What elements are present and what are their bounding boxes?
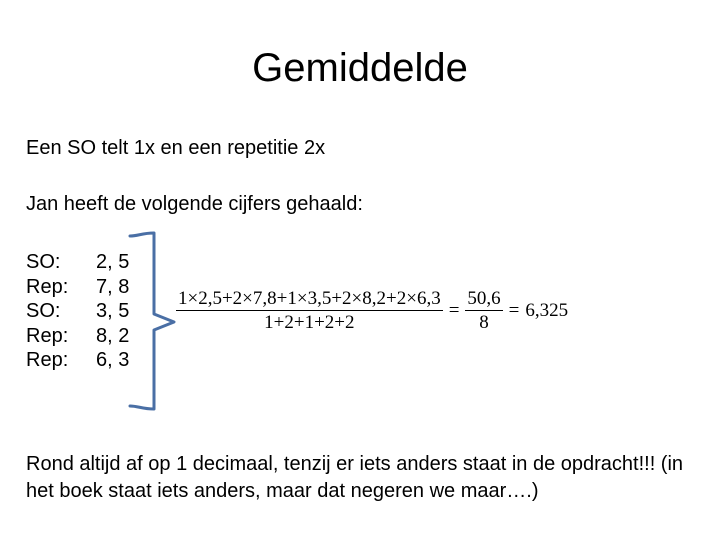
average-formula (176, 287, 568, 334)
average-result: 6,325 (525, 299, 569, 321)
rounding-note: Rond altijd af op 1 decimaal, tenzij er iets anders staat in de opdracht!!! (in het boek staat iets anders, maar dat negeren we maar….) (26, 453, 684, 502)
total-fraction (465, 287, 502, 334)
equals-sign: = (448, 299, 460, 321)
rule-text: Een SO telt 1x en een repetitie 2x (26, 137, 326, 159)
slide-title: Gemiddelde (252, 46, 468, 90)
grade-type-label: SO: (26, 251, 61, 273)
grade-value: 2, 5 (96, 251, 130, 273)
grade-type-label: SO: (26, 300, 61, 322)
total-numerator: 50,6 (467, 288, 501, 309)
weight-sum-denominator: 1+2+1+2+2 (264, 312, 355, 333)
equals-sign: = (508, 299, 520, 321)
grade-value: 6, 3 (96, 349, 130, 371)
weighted-sum-numerator: 1×2,5+2×7,8+1×3,5+2×8,2+2×6,3 (178, 288, 441, 309)
grade-value: 3, 5 (96, 300, 130, 322)
intro-text: Jan heeft de volgende cijfers gehaald: (26, 193, 363, 215)
weighted-sum-fraction (176, 287, 443, 334)
curly-bracket-icon (120, 228, 182, 412)
grade-value: 7, 8 (96, 275, 130, 298)
total-denominator: 8 (479, 312, 489, 333)
grade-type-label: Rep: (26, 324, 69, 347)
grade-type-label: Rep: (26, 275, 69, 298)
grade-value: 8, 2 (96, 324, 130, 347)
grade-type-label: Rep: (26, 349, 69, 371)
